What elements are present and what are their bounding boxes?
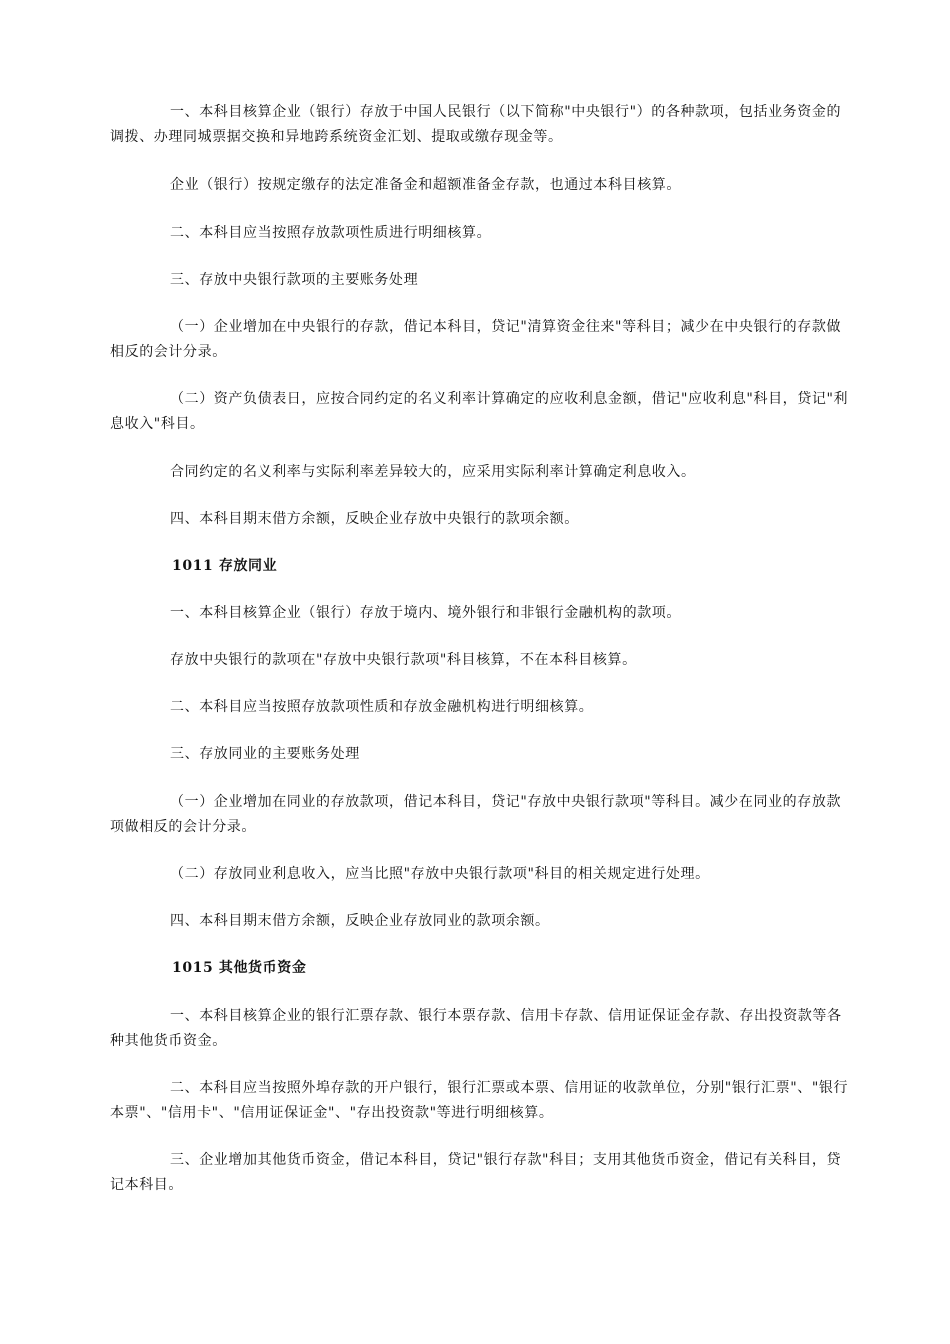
paragraph-7: 合同约定的名义利率与实际利率差异较大的，应采用实际利率计算确定利息收入。 [170,464,696,480]
paragraph-10: 存放中央银行的款项在"存放中央银行款项"科目核算，不在本科目核算。 [170,652,637,668]
paragraph-11: 二、本科目应当按照存放款项性质和存放金融机构进行明细核算。 [170,699,594,715]
paragraph-15: 四、本科目期末借方余额，反映企业存放同业的款项余额。 [170,913,550,929]
paragraph-5: （一）企业增加在中央银行的存款，借记本科目，贷记"清算资金往来"等科目；减少在中央银行的存款做相反的会计分录。 [110,319,842,360]
section-heading-1015: 1015 其他货币资金 [172,960,307,976]
paragraph-6: （二）资产负债表日，应按合同约定的名义利率计算确定的应收利息金额，借记"应收利息"科目，贷记"利息收入"科目。 [110,391,849,432]
paragraph-12: 三、存放同业的主要账务处理 [170,746,360,762]
paragraph-9: 一、本科目核算企业（银行）存放于境内、境外银行和非银行金融机构的款项。 [170,605,681,621]
paragraph-14: （二）存放同业利息收入，应当比照"存放中央银行款项"科目的相关规定进行处理。 [170,866,710,882]
paragraph-2: 企业（银行）按规定缴存的法定准备金和超额准备金存款，也通过本科目核算。 [170,177,681,193]
paragraph-16: 一、本科目核算企业的银行汇票存款、银行本票存款、信用卡存款、信用证保证金存款、存出投资款等各种其他货币资金。 [110,1008,842,1049]
paragraph-8: 四、本科目期末借方余额，反映企业存放中央银行的款项余额。 [170,511,579,527]
paragraph-4: 三、存放中央银行款项的主要账务处理 [170,272,419,288]
paragraph-18: 三、企业增加其他货币资金，借记本科目，贷记"银行存款"科目；支用其他货币资金，借记有关科目，贷记本科目。 [110,1152,842,1193]
paragraph-1: 一、本科目核算企业（银行）存放于中国人民银行（以下简称"中央银行"）的各种款项，包括业务资金的调拨、办理同城票据交换和异地跨系统资金汇划、提取或缴存现金等。 [110,104,842,145]
paragraph-3: 二、本科目应当按照存放款项性质进行明细核算。 [170,225,492,241]
section-heading-1011: 1011 存放同业 [172,558,278,574]
paragraph-17: 二、本科目应当按照外埠存款的开户银行，银行汇票或本票、信用证的收款单位，分别"银行汇票"、"银行本票"、"信用卡"、"信用证保证金"、"存出投资款"等进行明细核算。 [110,1080,849,1121]
paragraph-13: （一）企业增加在同业的存放款项，借记本科目，贷记"存放中央银行款项"等科目。减少在同业的存放款项做相反的会计分录。 [110,794,842,835]
